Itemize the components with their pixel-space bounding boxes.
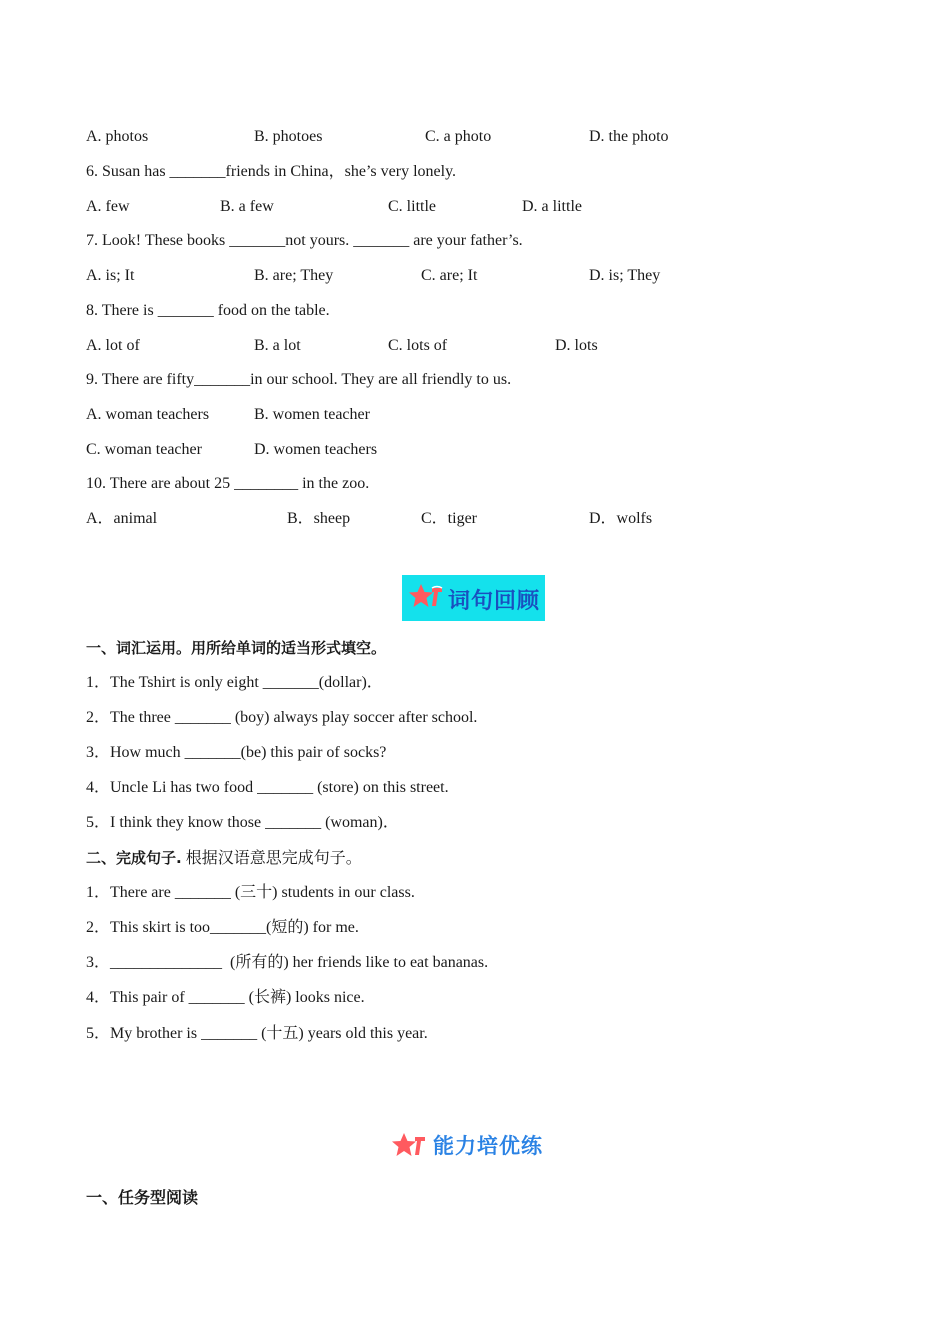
q8-option-a: A. lot of <box>86 337 140 354</box>
q7-option-a: A. is; It <box>86 267 135 284</box>
q9-option-b: B. women teacher <box>254 406 370 423</box>
section-heading-sentences <box>86 848 362 868</box>
q7-option-d: D. is; They <box>589 267 661 284</box>
question-9: 9. There are fifty_______in our school. They are all friendly to us. <box>86 371 512 388</box>
q7-option-b: B. are; They <box>254 267 334 284</box>
vocab-item: 3．How much _______(be) this pair of socks? <box>86 744 387 761</box>
q10-option-b: B．sheep <box>287 510 351 527</box>
q6-option-c: C. little <box>388 198 436 215</box>
vocab-item: 1．The Tshirt is only eight _______(dollar)． <box>86 674 383 691</box>
question-7: 7. Look! These books _______not yours. _______ are your father’s. <box>86 232 523 249</box>
q8-option-d: D. lots <box>555 337 598 354</box>
q10-option-a: A．animal <box>86 510 158 527</box>
section-heading-reading: 一、任务型阅读 <box>86 1188 199 1207</box>
q9-option-a: A. woman teachers <box>86 406 210 423</box>
sentence-item: 1．There are _______ (三十) students in our class. <box>86 884 415 901</box>
section-heading-vocab: 一、词汇运用。用所给单词的适当形式填空。 <box>86 639 387 657</box>
q8-option-c: C. lots of <box>388 337 448 354</box>
vocab-item: 4．Uncle Li has two food _______ (store) on this street. <box>86 779 449 796</box>
star-ribbon-icon <box>391 1131 427 1164</box>
question-8: 8. There is _______ food on the table. <box>86 302 330 319</box>
section-banner-ability <box>391 1128 561 1160</box>
q7-option-c: C. are; It <box>421 267 478 284</box>
q10-option-d: D．wolfs <box>589 510 653 527</box>
q10-option-c: C．tiger <box>421 510 477 527</box>
q5-option-d: D. the photo <box>589 128 669 145</box>
q5-option-c: C. a photo <box>425 128 492 145</box>
question-6: 6. Susan has _______friends in China，she’s very lonely. <box>86 163 457 180</box>
q6-option-a: A. few <box>86 198 130 215</box>
q9-option-c: C. woman teacher <box>86 441 202 458</box>
sentence-item: 2．This skirt is too_______(短的) for me. <box>86 919 359 936</box>
vocab-item: 2．The three _______ (boy) always play soccer after school. <box>86 709 478 726</box>
q9-option-d: D. women teachers <box>254 441 378 458</box>
section-banner-review <box>402 575 545 621</box>
banner-title: 词句回顾 <box>448 588 541 614</box>
sentence-item: 5．My brother is _______ (十五) years old this year. <box>86 1025 428 1042</box>
heading-rest: 根据汉语意思完成句子。 <box>181 850 362 867</box>
q8-option-b: B. a lot <box>254 337 301 354</box>
question-10: 10. There are about 25 ________ in the zoo. <box>86 475 370 492</box>
vocab-item: 5．I think they know those _______ (woman)． <box>86 814 399 831</box>
q6-option-b: B. a few <box>220 198 274 215</box>
sentence-item: 4．This pair of _______ (长裤) looks nice. <box>86 989 365 1006</box>
star-ribbon-icon <box>408 582 444 617</box>
q6-option-d: D. a little <box>522 198 582 215</box>
banner-title: 能力培优练 <box>433 1134 543 1158</box>
sentence-item: 3．______________ (所有的) her friends like to eat bananas. <box>86 954 489 971</box>
q5-option-a: A. photos <box>86 128 149 145</box>
q5-option-b: B. photoes <box>254 128 323 145</box>
heading-bold-part: 二、完成句子. <box>86 849 182 867</box>
